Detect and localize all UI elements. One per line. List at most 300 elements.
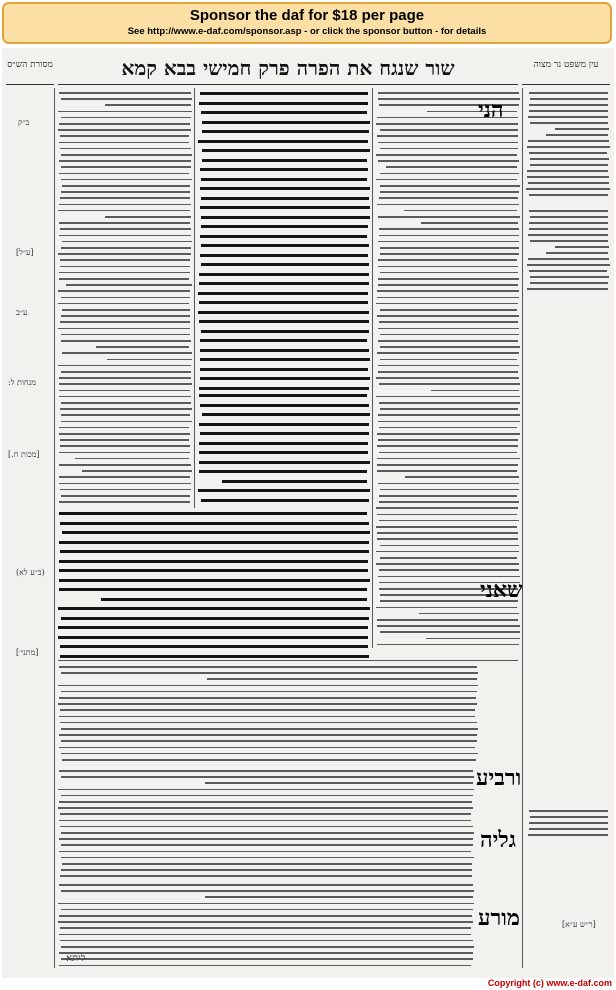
text-line bbox=[61, 421, 192, 423]
margin-note-7: [מתני׳] bbox=[16, 648, 39, 657]
margin-note-1: ב״ק bbox=[18, 118, 30, 127]
text-line bbox=[201, 178, 367, 181]
text-line bbox=[380, 148, 518, 150]
text-line bbox=[61, 844, 473, 846]
text-line bbox=[199, 442, 368, 445]
text-line bbox=[199, 282, 369, 285]
text-line bbox=[200, 168, 368, 171]
text-line bbox=[61, 117, 191, 119]
text-line bbox=[529, 228, 608, 230]
text-line bbox=[58, 607, 370, 610]
text-line bbox=[105, 216, 191, 218]
text-line bbox=[529, 822, 608, 824]
text-line bbox=[82, 470, 192, 472]
text-line bbox=[376, 607, 517, 609]
tractate-title: שור שנגח את הפרה פרק חמישי בבא קמא bbox=[121, 56, 455, 80]
text-line bbox=[61, 297, 190, 299]
text-line bbox=[526, 188, 610, 190]
text-line bbox=[527, 146, 610, 148]
text-line bbox=[200, 339, 367, 342]
text-line bbox=[377, 532, 518, 534]
text-line bbox=[58, 626, 368, 629]
text-line bbox=[530, 240, 608, 242]
gemara-main-text bbox=[198, 90, 370, 390]
text-line bbox=[61, 857, 474, 859]
text-line bbox=[376, 396, 520, 398]
text-line bbox=[380, 247, 519, 249]
text-line bbox=[199, 320, 369, 323]
text-line bbox=[379, 197, 518, 199]
page-header bbox=[58, 54, 518, 85]
text-line bbox=[380, 129, 518, 131]
text-line bbox=[378, 216, 520, 218]
text-line bbox=[60, 826, 473, 828]
text-line bbox=[529, 210, 608, 212]
right-margin-label: עין משפט נר מצוה bbox=[533, 60, 599, 70]
text-line bbox=[378, 421, 520, 423]
rashi-commentary bbox=[376, 90, 520, 650]
text-line bbox=[59, 383, 192, 385]
text-line bbox=[59, 222, 190, 224]
text-line bbox=[421, 222, 518, 224]
text-line bbox=[201, 263, 369, 266]
text-line bbox=[59, 801, 472, 803]
text-line bbox=[199, 470, 367, 473]
text-line bbox=[61, 179, 192, 181]
text-line bbox=[61, 909, 473, 911]
text-line bbox=[75, 458, 189, 460]
text-line bbox=[200, 235, 367, 238]
text-line bbox=[58, 253, 191, 255]
text-line bbox=[555, 128, 609, 130]
sponsor-subtitle[interactable]: See http://www.e-daf.com/sponsor.asp - or click the sponsor button - for details bbox=[127, 26, 487, 37]
text-line bbox=[59, 433, 190, 435]
text-line bbox=[59, 666, 477, 668]
text-line bbox=[62, 531, 370, 534]
text-line bbox=[530, 276, 609, 278]
text-line bbox=[61, 402, 191, 404]
ein-mishpat-block-2 bbox=[526, 208, 610, 294]
lower-section-rule bbox=[58, 660, 518, 661]
text-line bbox=[529, 194, 608, 196]
text-line bbox=[376, 179, 517, 181]
text-line bbox=[61, 890, 474, 892]
text-line bbox=[58, 807, 473, 809]
text-line bbox=[199, 301, 368, 304]
margin-note-2: [ע״ל] bbox=[16, 248, 34, 257]
text-line bbox=[61, 795, 473, 797]
talmud-page bbox=[2, 48, 614, 978]
text-line bbox=[62, 759, 476, 761]
text-line bbox=[200, 432, 369, 435]
text-line bbox=[59, 160, 191, 162]
left-margin-label: מסורת הש״ס bbox=[7, 60, 53, 70]
text-line bbox=[61, 98, 192, 100]
text-line bbox=[379, 235, 519, 237]
text-line bbox=[200, 206, 370, 209]
text-line bbox=[62, 309, 190, 311]
text-line bbox=[380, 489, 519, 491]
headword-2: שאני bbox=[480, 577, 523, 603]
text-line bbox=[59, 204, 191, 206]
text-line bbox=[377, 135, 518, 137]
text-line bbox=[59, 396, 191, 398]
text-line bbox=[376, 526, 517, 528]
text-line bbox=[59, 820, 471, 822]
text-line bbox=[380, 346, 520, 348]
ein-mishpat-block-3 bbox=[526, 808, 610, 838]
rashi-rule bbox=[372, 88, 373, 648]
lower-commentary-c bbox=[58, 882, 474, 968]
sponsor-title: Sponsor the daf for $18 per page bbox=[189, 7, 425, 24]
text-line bbox=[380, 408, 518, 410]
text-line bbox=[199, 387, 369, 390]
text-line bbox=[59, 501, 190, 503]
text-line bbox=[200, 358, 370, 361]
text-line bbox=[201, 499, 369, 502]
headword-3: ורביע bbox=[476, 765, 522, 791]
text-line bbox=[60, 813, 471, 815]
text-line bbox=[378, 92, 519, 94]
text-line bbox=[61, 371, 191, 373]
text-line bbox=[201, 225, 368, 228]
headword-4: גליה bbox=[480, 827, 516, 853]
text-line bbox=[96, 346, 189, 348]
text-line bbox=[377, 315, 519, 317]
text-line bbox=[61, 946, 474, 948]
text-line bbox=[60, 645, 368, 648]
text-line bbox=[61, 340, 191, 342]
tosafot-rule bbox=[194, 88, 195, 508]
text-line bbox=[419, 613, 519, 615]
text-line bbox=[530, 282, 608, 284]
text-line bbox=[198, 489, 370, 492]
text-line bbox=[60, 875, 472, 877]
text-line bbox=[60, 709, 475, 711]
text-line bbox=[105, 104, 191, 106]
text-line bbox=[61, 740, 477, 742]
text-line bbox=[61, 247, 191, 249]
text-line bbox=[199, 461, 370, 464]
text-line bbox=[379, 321, 518, 323]
left-margin-rule bbox=[54, 88, 55, 968]
text-line bbox=[61, 958, 473, 960]
text-line bbox=[528, 234, 608, 236]
text-line bbox=[378, 328, 519, 330]
text-line bbox=[378, 259, 517, 261]
text-line bbox=[59, 390, 190, 392]
text-line bbox=[59, 464, 191, 466]
text-line bbox=[380, 545, 519, 547]
text-line bbox=[379, 501, 519, 503]
text-line bbox=[61, 315, 190, 317]
text-line bbox=[62, 241, 192, 243]
text-line bbox=[380, 253, 519, 255]
right-margin-rule bbox=[522, 88, 523, 968]
text-line bbox=[61, 753, 478, 755]
text-line bbox=[59, 452, 190, 454]
text-line bbox=[61, 691, 477, 693]
text-line bbox=[58, 789, 474, 791]
margin-note-5: [מכות ח.] bbox=[8, 450, 40, 459]
text-line bbox=[201, 111, 367, 114]
trailing-word: ליתא bbox=[66, 953, 86, 964]
gemara-continuation-narrow bbox=[198, 392, 370, 510]
text-line bbox=[60, 940, 473, 942]
text-line bbox=[202, 121, 370, 124]
text-line bbox=[58, 685, 478, 687]
text-line bbox=[555, 246, 609, 248]
text-line bbox=[60, 522, 369, 525]
text-line bbox=[199, 423, 369, 426]
text-line bbox=[59, 173, 189, 175]
text-line bbox=[205, 896, 473, 898]
text-line bbox=[59, 838, 473, 840]
text-line bbox=[200, 368, 368, 371]
text-line bbox=[527, 170, 608, 172]
text-line bbox=[529, 104, 608, 106]
text-line bbox=[529, 152, 607, 154]
text-line bbox=[58, 328, 190, 330]
text-line bbox=[59, 965, 471, 967]
text-line bbox=[426, 638, 520, 640]
text-line bbox=[59, 272, 190, 274]
headword-1: הני bbox=[478, 97, 504, 123]
text-line bbox=[59, 427, 189, 429]
text-line bbox=[61, 832, 474, 834]
text-line bbox=[529, 828, 608, 830]
text-line bbox=[378, 371, 518, 373]
text-line bbox=[376, 154, 517, 156]
margin-note-8: [ר״ש ע״א] bbox=[562, 920, 596, 929]
text-line bbox=[205, 782, 473, 784]
text-line bbox=[59, 716, 475, 718]
text-line bbox=[61, 191, 190, 193]
text-line bbox=[201, 216, 370, 219]
text-line bbox=[59, 235, 191, 237]
text-line bbox=[378, 142, 518, 144]
text-line bbox=[58, 290, 190, 292]
text-line bbox=[529, 92, 608, 94]
text-line bbox=[379, 228, 519, 230]
text-line bbox=[379, 569, 519, 571]
text-line bbox=[404, 210, 517, 212]
text-line bbox=[201, 330, 369, 333]
text-line bbox=[376, 551, 519, 553]
text-line bbox=[107, 359, 192, 361]
text-line bbox=[378, 414, 520, 416]
text-line bbox=[200, 377, 370, 380]
text-line bbox=[58, 303, 189, 305]
lower-commentary-a bbox=[58, 664, 478, 764]
text-line bbox=[59, 915, 472, 917]
text-line bbox=[377, 619, 518, 621]
text-line bbox=[61, 154, 192, 156]
text-line bbox=[377, 470, 517, 472]
text-line bbox=[61, 728, 478, 730]
text-line bbox=[58, 210, 190, 212]
text-line bbox=[431, 390, 519, 392]
text-line bbox=[59, 952, 473, 954]
text-line bbox=[377, 538, 518, 540]
text-line bbox=[198, 292, 368, 295]
text-line bbox=[527, 264, 610, 266]
text-line bbox=[377, 464, 518, 466]
text-line bbox=[59, 697, 476, 699]
text-line bbox=[61, 672, 478, 674]
text-line bbox=[60, 445, 190, 447]
text-line bbox=[378, 160, 519, 162]
text-line bbox=[529, 270, 607, 272]
text-line bbox=[530, 164, 608, 166]
text-line bbox=[60, 228, 191, 230]
text-line bbox=[527, 176, 609, 178]
copyright-notice: Copyright (c) www.e-daf.com bbox=[487, 978, 612, 988]
text-line bbox=[530, 216, 608, 218]
right-margin-header bbox=[522, 54, 610, 85]
text-line bbox=[58, 365, 191, 367]
text-line bbox=[527, 288, 608, 290]
text-line bbox=[528, 182, 609, 184]
text-line bbox=[379, 452, 517, 454]
text-line bbox=[380, 191, 519, 193]
text-line bbox=[528, 140, 609, 142]
text-line bbox=[379, 520, 519, 522]
text-line bbox=[62, 185, 190, 187]
text-line bbox=[378, 365, 519, 367]
text-line bbox=[58, 903, 474, 905]
text-line bbox=[380, 359, 517, 361]
text-line bbox=[59, 512, 367, 515]
text-line bbox=[380, 557, 517, 559]
left-margin-header bbox=[6, 54, 54, 85]
text-line bbox=[530, 122, 608, 124]
text-line bbox=[60, 197, 190, 199]
text-line bbox=[202, 413, 370, 416]
text-line bbox=[377, 514, 517, 516]
text-line bbox=[528, 258, 609, 260]
text-line bbox=[61, 166, 191, 168]
margin-note-3: ע״ב bbox=[16, 308, 28, 317]
text-line bbox=[59, 579, 370, 582]
text-line bbox=[546, 252, 608, 254]
text-line bbox=[58, 703, 477, 705]
margin-note-4: מנחות ל: bbox=[8, 378, 36, 387]
text-line bbox=[377, 458, 520, 460]
text-line bbox=[58, 636, 368, 639]
text-line bbox=[530, 98, 608, 100]
text-line bbox=[59, 123, 190, 125]
text-line bbox=[377, 625, 520, 627]
text-line bbox=[202, 149, 370, 152]
text-line bbox=[200, 349, 369, 352]
text-line bbox=[380, 272, 518, 274]
text-line bbox=[60, 550, 369, 553]
text-line bbox=[378, 278, 519, 280]
text-line bbox=[59, 747, 475, 749]
text-line bbox=[529, 810, 608, 812]
text-line bbox=[200, 254, 368, 257]
text-line bbox=[376, 377, 519, 379]
text-line bbox=[61, 334, 190, 336]
text-line bbox=[380, 334, 519, 336]
text-line bbox=[59, 884, 473, 886]
text-line bbox=[378, 284, 518, 286]
text-line bbox=[222, 480, 367, 483]
text-line bbox=[59, 734, 477, 736]
headword-5: מורע bbox=[478, 905, 520, 931]
text-line bbox=[60, 655, 369, 658]
text-line bbox=[201, 244, 369, 247]
text-line bbox=[379, 495, 517, 497]
text-line bbox=[379, 383, 520, 385]
text-line bbox=[59, 541, 369, 544]
text-line bbox=[59, 476, 190, 478]
text-line bbox=[60, 489, 191, 491]
sponsor-banner[interactable] bbox=[2, 2, 612, 44]
text-line bbox=[377, 290, 519, 292]
margin-note-6: (ב״ע לא) bbox=[16, 568, 45, 577]
text-line bbox=[379, 427, 517, 429]
text-line bbox=[200, 404, 369, 407]
text-line bbox=[376, 303, 518, 305]
text-line bbox=[59, 934, 471, 936]
text-line bbox=[380, 631, 520, 633]
text-line bbox=[66, 284, 192, 286]
text-line bbox=[380, 185, 520, 187]
text-line bbox=[61, 776, 474, 778]
lower-commentary-b bbox=[58, 768, 474, 878]
text-line bbox=[59, 278, 189, 280]
text-line bbox=[60, 135, 189, 137]
text-line bbox=[379, 402, 520, 404]
text-line bbox=[378, 340, 518, 342]
text-line bbox=[60, 408, 192, 410]
text-line bbox=[61, 414, 190, 416]
text-line bbox=[59, 92, 191, 94]
text-line bbox=[58, 111, 192, 113]
text-line bbox=[60, 439, 189, 441]
text-line bbox=[528, 116, 608, 118]
text-line bbox=[60, 321, 190, 323]
tosafot-commentary bbox=[58, 90, 192, 508]
text-line bbox=[202, 130, 369, 133]
text-line bbox=[376, 563, 519, 565]
text-line bbox=[378, 439, 518, 441]
text-line bbox=[207, 678, 477, 680]
text-line bbox=[199, 273, 369, 276]
text-line bbox=[62, 352, 192, 354]
text-line bbox=[378, 241, 519, 243]
text-line bbox=[376, 123, 518, 125]
text-line bbox=[529, 222, 608, 224]
text-line bbox=[376, 507, 518, 509]
text-line bbox=[58, 129, 191, 131]
gemara-continuation-wide bbox=[58, 510, 370, 660]
text-line bbox=[200, 187, 370, 190]
text-line bbox=[378, 266, 518, 268]
text-line bbox=[201, 197, 369, 200]
ein-mishpat-block-1 bbox=[526, 90, 610, 200]
text-line bbox=[530, 158, 609, 160]
text-line bbox=[198, 140, 368, 143]
text-line bbox=[59, 770, 473, 772]
text-line bbox=[101, 598, 367, 601]
text-line bbox=[199, 102, 368, 105]
text-line bbox=[61, 869, 472, 871]
text-line bbox=[198, 311, 369, 314]
text-line bbox=[380, 173, 519, 175]
